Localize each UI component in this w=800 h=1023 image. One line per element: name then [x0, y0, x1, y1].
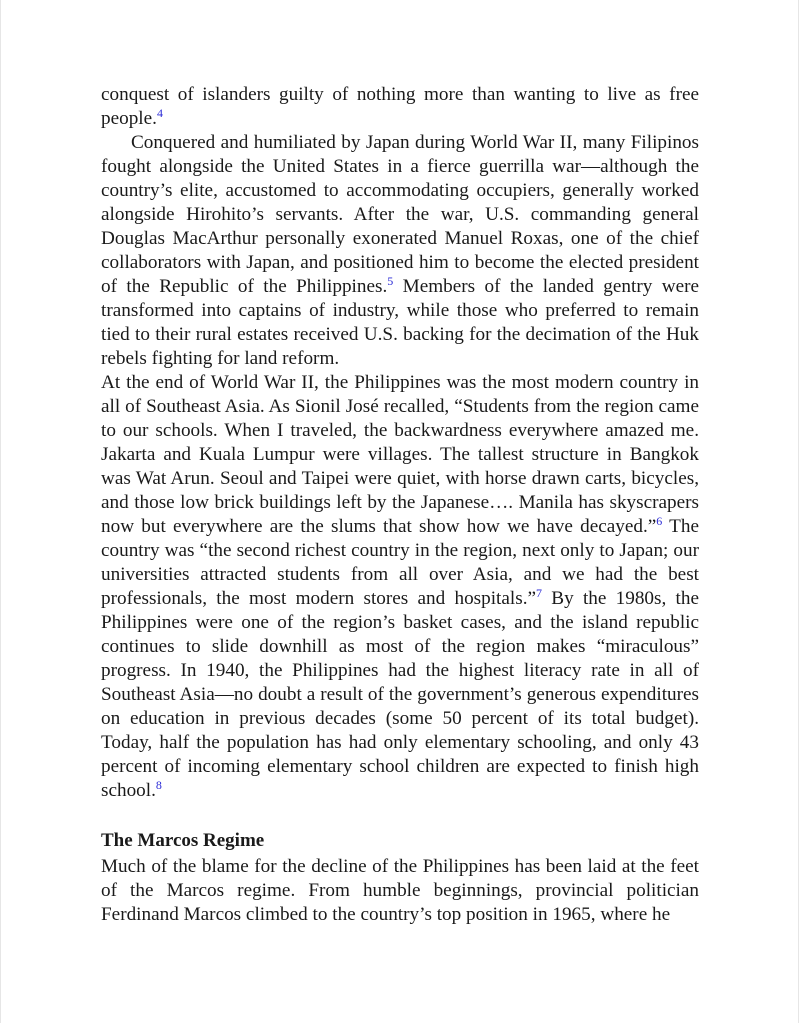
book-page	[101, 83, 699, 927]
footnote-link-4[interactable]: 4	[156, 106, 163, 120]
paragraph	[101, 131, 699, 371]
footnote-link-6[interactable]: 6	[656, 514, 663, 528]
paragraph	[101, 83, 699, 131]
paragraph-text: At the end of World War II, the Philippines was the most modern country in all of Southeast Asia. As Sionil José recalled, “Students from the region came to our schools. When I traveled, the backwardness everywhere amazed me. Jakarta and Kuala Lumpur were villages. The tallest structure in Bangkok was Wat Arun. Seoul and Taipei were quiet, with horse drawn carts, bicycles, and those low brick buildings left by the Japanese…. Manila has skyscrapers now but everywhere are the slums that show how we have decayed.”	[101, 372, 699, 537]
paragraph-text: The country was “the second richest country in the region, next only to Japan; our universities attracted students from all over Asia, and we had the best professionals, the most modern stores and hospitals.”	[101, 516, 699, 609]
footnote-link-7[interactable]: 7	[536, 586, 543, 600]
section-paragraph: Much of the blame for the decline of the Philippines has been laid at the feet of the Marcos regime. From humble beginnings, provincial politician Ferdinand Marcos climbed to the country’s top position in 1965, where he	[101, 856, 699, 925]
paragraph-text: Conquered and humiliated by Japan during World War II, many Filipinos fought alongside the United States in a fierce guerrilla war—although the country’s elite, accustomed to accommodating occupiers, generally worked alongside Hirohito’s servants. After the war, U.S. commanding general Douglas MacArthur personally exonerated Manuel Roxas, one of the chief collaborators with Japan, and positioned him to become the elected president of the Republic of the Philippines.	[101, 132, 699, 297]
page-edge-right	[798, 0, 799, 1023]
paragraph-text: By the 1980s, the Philippines were one of the region’s basket cases, and the island republic continues to slide downhill as most of the region makes “miraculous” progress. In 1940, the Philippines had the highest literacy rate in all of Southeast Asia—no doubt a result of the government’s generous expenditures on education in previous decades (some 50 percent of its total budget). Today, half the population has had only elementary schooling, and only 43 percent of incoming elementary school children are expected to finish high school.	[101, 588, 699, 801]
footnote-link-5[interactable]: 5	[387, 274, 394, 288]
section-heading: The Marcos Regime	[101, 830, 265, 851]
paragraph-text: Members of the landed gentry were transformed into captains of industry, while those who preferred to remain tied to their rural estates received U.S. backing for the decimation of the Huk rebels fighting for land reform.	[101, 276, 699, 369]
paragraph	[101, 371, 699, 803]
footnote-link-8[interactable]: 8	[155, 778, 162, 792]
body-text	[101, 83, 699, 803]
paragraph-text: conquest of islanders guilty of nothing more than wanting to live as free people.	[101, 84, 699, 129]
page-edge-left	[0, 0, 1, 1023]
